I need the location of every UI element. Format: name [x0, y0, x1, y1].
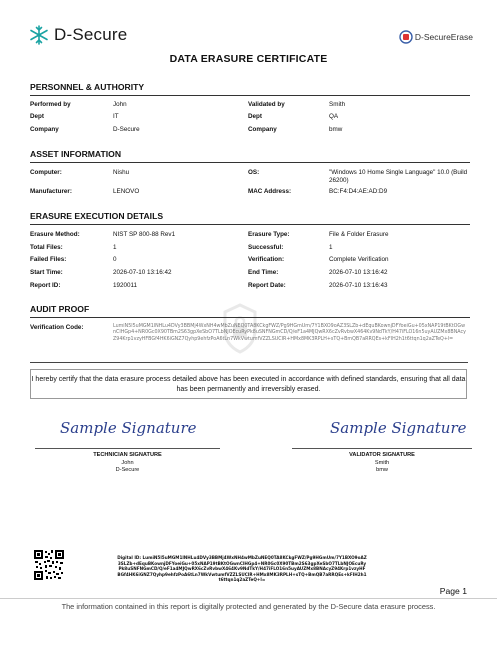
- page-number: Page 1: [439, 586, 467, 596]
- performed-by-value: John: [113, 101, 127, 108]
- d-secure-logo: [28, 24, 127, 46]
- start-time-label: Start Time:: [30, 269, 63, 276]
- verification-code-value: LumiN5l5uMGM1lNHLu4DVy3BBMj4WxNH4wMbZuNEQ0TA8KCkgFWZ/Pg9HGmUm/7Y1BXO9oAZ3SLZb+dEquBKownjDFYoeiGu+05xNAP19tBKtOGwnClHGp4+NR0Gc0X90TBm2S63gpXeSbO7TLbNJOEcuRyPk8uSNFNGmCD/Q/eF1a4MJQwRX6cZvRvbwX464Kv9NdTkY/H47iFLO16n5uyAUZMx8BNAcyZ94Krp1vzyHFBGf4HK6iGNZ7Qyhp9ehfzPoA6tLn7WkVwtumfVZZLSUCIR+HMx8MK3RPLH+sTQ+BmQB7aRRQEs+kFIH2h1t6ttqn1q2aZTeQ+l=: [113, 324, 466, 342]
- company-label-left: Company: [30, 126, 59, 133]
- dept-value-left: IT: [113, 113, 119, 120]
- failed-files-value: 0: [113, 256, 117, 263]
- report-date-label: Report Date:: [248, 282, 286, 289]
- section-execution-heading: ERASURE EXECUTION DETAILS: [30, 211, 470, 225]
- verification-label: Verification:: [248, 256, 285, 263]
- technician-signature-image: Sample Signature: [60, 419, 197, 437]
- total-files-value: 1: [113, 244, 117, 251]
- verification-value: Complete Verification: [329, 256, 389, 263]
- dept-label-left: Dept: [30, 113, 44, 120]
- failed-files-label: Failed Files:: [30, 256, 67, 263]
- total-files-label: Total Files:: [30, 244, 63, 251]
- type-value: File & Folder Erasure: [329, 231, 389, 238]
- validated-by-value: Smith: [329, 101, 346, 108]
- os-label: OS:: [248, 169, 260, 176]
- successful-label: Successful:: [248, 244, 284, 251]
- validator-org: bmw: [376, 467, 388, 473]
- qr-code-icon: [34, 550, 64, 580]
- certificate-title: DATA ERASURE CERTIFICATE: [169, 53, 328, 65]
- d-secure-erase-logo: [399, 30, 473, 44]
- end-time-label: End Time:: [248, 269, 279, 276]
- validator-signature-caption: VALIDATOR SIGNATURE: [349, 452, 415, 458]
- technician-name: John: [121, 459, 134, 466]
- company-value-left: D-Secure: [113, 126, 140, 133]
- technician-signature-line: [35, 448, 220, 449]
- snowflake-logo-icon: [28, 24, 50, 46]
- validator-name: Smith: [374, 459, 390, 466]
- os-value: "Windows 10 Home Single Language" 10.0 (Build 26200): [329, 169, 468, 184]
- report-id-label: Report ID:: [30, 282, 61, 289]
- brand-name: D-Secure: [54, 25, 128, 44]
- validator-signature-image: Sample Signature: [330, 419, 467, 437]
- computer-value: Nishu: [113, 169, 130, 176]
- divider: [30, 362, 468, 363]
- successful-value: 1: [329, 244, 333, 251]
- technician-signature-block: [35, 452, 220, 475]
- validated-by-label: Validated by: [248, 101, 285, 108]
- method-value: NIST SP 800-88 Rev1: [113, 231, 176, 238]
- validator-signature-line: [292, 448, 472, 449]
- digital-id: Digital ID: LumiN5l5uMGM1lNHLu4DVy3BBMj4WxNH4wMbZuNEQ0TA8KCkgFWZ/Pg9HGmUm/7Y1BXO9oAZ3SLZb+dEquBKownjDFYoeiGu+05xNAP19tBKtOGwnClHGp4+NR0Gc0X90TBm2S63gpXeSbO7TLbNJOEcuRyPk8uSNFNGmCD/Q/eF1a4MJQwRX6cZvRvbwX464Kv9NdTkY/H47iFLO16n5uyAUZMx8BNAcyZ94Krp1vzyHFBGf4HK6iGNZ7Qyhp9ehfzPoA6tLn7WkVwtumfVZZLSUCIR+HMx8MK3RPLH+sTQ+BmQB7aRRQEs+kFIH2h1t6ttqn1q2aZTeQ+l=: [117, 555, 367, 582]
- certification-statement: I hereby certify that the data erasure process detailed above has been executed in accordance with defined standards, ensuring that all data has been permanently and irreversibly erased.: [30, 369, 467, 399]
- validator-signature-block: [292, 452, 472, 475]
- footer-divider: [0, 598, 497, 599]
- mac-value: BC:F4:D4:AE:AD:D9: [329, 188, 388, 195]
- report-date-value: 2026-07-10 13:16:43: [329, 282, 388, 289]
- manufacturer-value: LENOVO: [113, 188, 140, 195]
- section-asset-heading: ASSET INFORMATION: [30, 149, 470, 163]
- report-id-value: 1920011: [113, 282, 138, 289]
- computer-label: Computer:: [30, 169, 62, 176]
- mac-label: MAC Address:: [248, 188, 292, 195]
- performed-by-label: Performed by: [30, 101, 71, 108]
- section-personnel-heading: PERSONNEL & AUTHORITY: [30, 82, 470, 96]
- erase-logo-icon: [399, 30, 413, 44]
- end-time-value: 2026-07-10 13:16:42: [329, 269, 388, 276]
- company-value-right: bmw: [329, 126, 343, 133]
- section-audit-heading: AUDIT PROOF: [30, 304, 470, 318]
- method-label: Erasure Method:: [30, 231, 80, 238]
- technician-org: D-Secure: [115, 467, 140, 473]
- manufacturer-label: Manufacturer:: [30, 188, 72, 195]
- company-label-right: Company: [248, 126, 277, 133]
- start-time-value: 2026-07-10 13:16:42: [113, 269, 172, 276]
- dept-label-right: Dept: [248, 113, 262, 120]
- technician-signature-caption: TECHNICIAN SIGNATURE: [93, 452, 162, 458]
- verification-code-label: Verification Code:: [30, 324, 84, 331]
- dept-value-right: QA: [329, 113, 339, 120]
- footer-text: The information contained in this report is digitally protected and generated by the D-Secure data erasure process.: [61, 602, 436, 611]
- erase-brand-name: D-SecureErase: [414, 32, 473, 42]
- type-label: Erasure Type:: [248, 231, 290, 238]
